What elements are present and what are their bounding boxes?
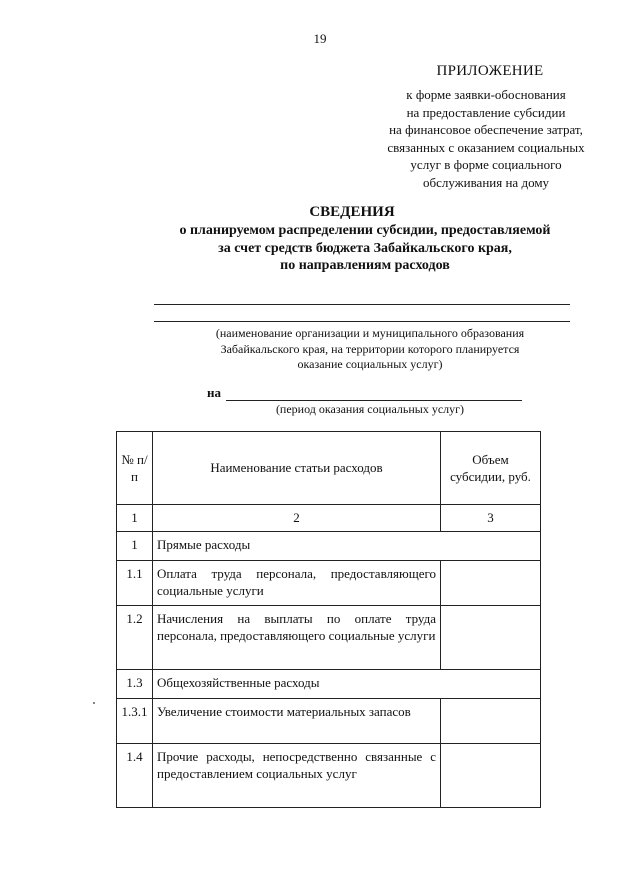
row-name: Прочие расходы, непосредственно связанные с предоставлением социальных услуг (153, 743, 441, 807)
table-row (117, 698, 541, 743)
caption-line: Забайкальского края, на территории которого планируется (220, 341, 520, 356)
header-name: Наименование статьи расходов (153, 432, 441, 505)
caption-line: оказание социальных услуг) (297, 357, 443, 371)
row-value[interactable] (441, 560, 541, 605)
period-blank-line (226, 400, 522, 401)
page-number: 19 (313, 31, 327, 46)
subtitle-line: за счет средств бюджета Забайкальского края, (218, 240, 512, 256)
subtitle-line: по направлениям расходов (280, 258, 450, 273)
index-cell: 3 (441, 505, 541, 532)
period-caption: (период оказания социальных услуг) (275, 402, 465, 416)
appendix-line: на предоставление субсидии (406, 104, 566, 120)
document-title: СВЕДЕНИЯ (309, 204, 395, 220)
row-name: Начисления на выплаты по оплате труда персонала, предоставляющего социальные услуги (153, 605, 441, 669)
org-name-blank-line (154, 304, 570, 305)
row-num: 1 (117, 531, 153, 560)
row-num: 1.4 (117, 743, 153, 807)
caption-line: (наименование организации и муниципального образования (215, 326, 525, 340)
appendix-title: ПРИЛОЖЕНИЕ (436, 63, 544, 79)
row-value[interactable] (441, 698, 541, 743)
margin-dot (93, 702, 95, 704)
org-name-caption (180, 326, 560, 373)
row-name: Увеличение стоимости материальных запасов (153, 698, 441, 743)
appendix-line: к форме заявки-обоснования (406, 87, 566, 102)
period-label: на (207, 385, 221, 400)
appendix-line: связанных с оказанием социальных (387, 139, 585, 155)
appendix-line: обслуживания на дому (422, 174, 550, 190)
row-name: Общехозяйственные расходы (153, 669, 541, 698)
row-name: Прямые расходы (153, 531, 541, 560)
appendix-reference (366, 86, 606, 191)
row-num: 1.3.1 (117, 698, 153, 743)
table-header-row (117, 432, 541, 505)
expenses-table (116, 431, 541, 808)
table-row (117, 605, 541, 669)
header-value: Объем субсидии, руб. (441, 432, 541, 505)
org-name-blank-line (154, 321, 570, 322)
table-index-row (117, 505, 541, 532)
table-row (117, 669, 541, 698)
header-num: № п/п (117, 432, 153, 505)
table-row (117, 560, 541, 605)
index-cell: 1 (117, 505, 153, 532)
row-value[interactable] (441, 743, 541, 807)
row-num: 1.3 (117, 669, 153, 698)
row-num: 1.1 (117, 560, 153, 605)
table-row (117, 743, 541, 807)
document-subtitle (100, 222, 630, 275)
row-value[interactable] (441, 605, 541, 669)
appendix-line: услуг в форме социального (410, 157, 562, 172)
table-row (117, 531, 541, 560)
index-cell: 2 (153, 505, 441, 532)
appendix-line: на финансовое обеспечение затрат, (389, 122, 583, 137)
subtitle-line: о планируемом распределении субсидии, предоставляемой (179, 223, 551, 238)
row-num: 1.2 (117, 605, 153, 669)
row-name: Оплата труда персонала, предоставляющего социальные услуги (153, 560, 441, 605)
